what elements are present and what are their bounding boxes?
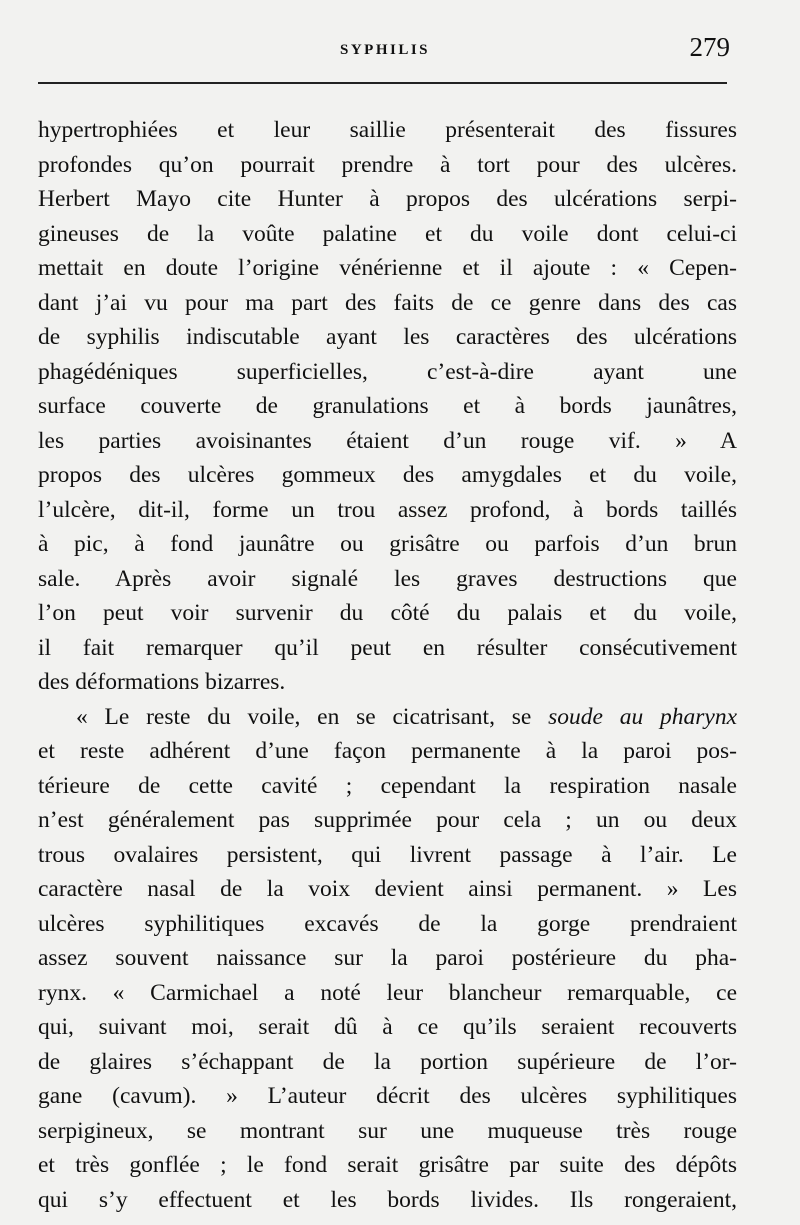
text-line: profondes qu’on pourrait prendre à tort pour des ulcères. [38,151,737,178]
text-line: qui s’y effectuent et les bords livides. Ils rongeraient, [38,1186,737,1213]
text-line: térieure de cette cavité ; cependant la respiration nasale [38,772,737,799]
text-line: mettait en doute l’origine vénérienne et il ajoute : « Cepen- [38,255,737,281]
text-line: hypertrophiées et leur saillie présenterait des fissures [38,117,737,143]
text-line: surface couverte de granulations et à bords jaunâtres, [38,393,737,419]
text-line: dant j’ai vu pour ma part des faits de ce genre dans des cas [38,289,737,316]
text-line: propos des ulcères gommeux des amygdales et du voile, [38,462,737,488]
text-line: l’ulcère, dit-il, forme un trou assez profond, à bords taillés [38,496,737,523]
page-header [38,30,732,70]
text-line: sale. Après avoir signalé les graves destructions que [38,565,737,592]
paragraph-end-line: des déformations bizarres. [38,669,286,695]
text-line: gane (cavum). » L’auteur décrit des ulcères syphilitiques [38,1083,737,1109]
text-line: gineuses de la voûte palatine et du voile dont celui-ci [38,220,737,247]
page-number: 279 [689,32,730,62]
text-line: caractère nasal de la voix devient ainsi permanent. » Les [38,876,737,902]
text-line: à pic, à fond jaunâtre ou grisâtre ou parfois d’un brun [38,531,737,557]
text-line: phagédéniques superficielles, c’est-à-dire ayant une [38,358,737,385]
text-line: et reste adhérent d’une façon permanente à la paroi pos- [38,738,737,764]
text-line: il fait remarquer qu’il peut en résulter consécutivement [38,634,737,661]
text-line: de glaires s’échappant de la portion supérieure de l’or- [38,1048,737,1075]
text-line: assez souvent naissance sur la paroi postérieure du pha- [38,945,737,971]
text-segment: « Le reste du voile, en se cicatrisant, se [76,703,549,730]
running-title: SYPHILIS [339,42,431,58]
paragraph-start-line [38,700,737,735]
text-line: de syphilis indiscutable ayant les caractères des ulcérations [38,324,737,350]
text-line: qui, suivant moi, serait dû à ce qu’ils seraient recouverts [38,1014,737,1040]
text-line: Herbert Mayo cite Hunter à propos des ulcérations serpi- [38,186,737,212]
header-rule [38,82,727,84]
text-line: les parties avoisinantes étaient d’un rouge vif. » A [38,427,737,454]
text-line: serpigineux, se montrant sur une muqueuse très rouge [38,1117,737,1144]
text-line: n’est généralement pas supprimée pour cela ; un ou deux [38,807,737,833]
text-line: et très gonflée ; le fond serait grisâtre par suite des dépôts [38,1152,737,1178]
body-text [38,113,737,1217]
text-line: trous ovalaires persistent, qui livrent passage à l’air. Le [38,841,737,868]
italic-phrase: soude au pharynx [548,703,737,730]
text-line: ulcères syphilitiques excavés de la gorge prendraient [38,910,737,937]
text-line: l’on peut voir survenir du côté du palais et du voile, [38,600,737,626]
text-line: rynx. « Carmichael a noté leur blancheur remarquable, ce [38,979,737,1006]
